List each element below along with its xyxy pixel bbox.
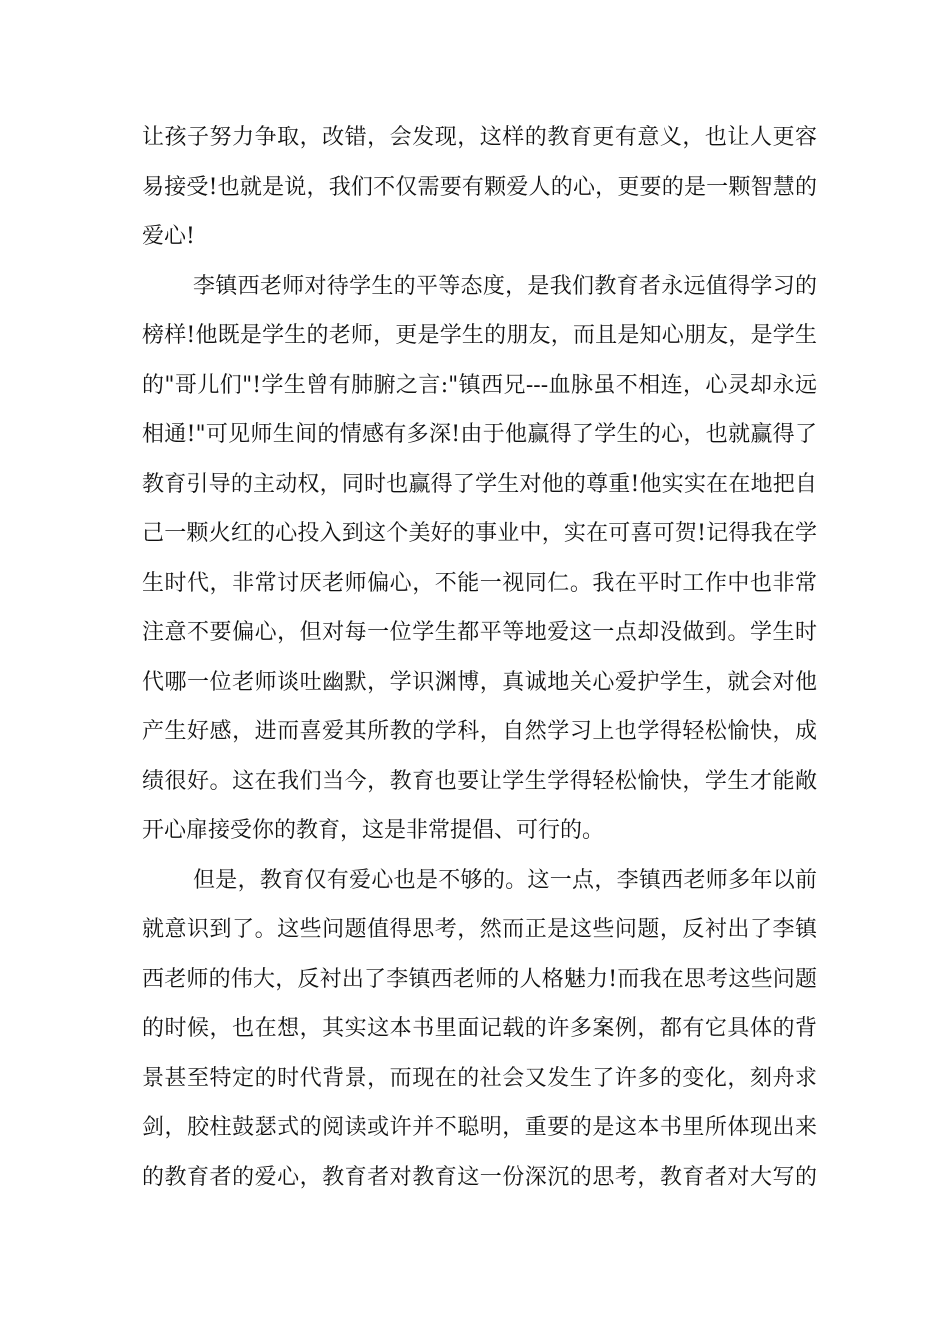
text-line: 教育引导的主动权，同时也赢得了学生对他的尊重!他实实在在地把自 xyxy=(142,471,817,497)
text-line: 榜样!他既是学生的老师，更是学生的朋友，而且是知心朋友，是学生 xyxy=(142,323,817,348)
text-line: 开心扉接受你的教育，这是非常提倡、可行的。 xyxy=(142,818,605,843)
text-line: 的时候，也在想，其实这本书里面记载的许多案例，都有它具体的背 xyxy=(142,1016,817,1041)
paragraph-3 xyxy=(142,856,817,1203)
text-line: 绩很好。这在我们当今，教育也要让学生学得轻松愉快，学生才能敞 xyxy=(142,768,817,794)
text-line: 就意识到了。这些问题值得思考，然而正是这些问题，反衬出了李镇 xyxy=(142,917,817,942)
text-line: 李镇西老师对待学生的平等态度，是我们教育者永远值得学习的 xyxy=(193,273,817,299)
text-line: 爱心! xyxy=(142,224,195,249)
text-line: 的"哥儿们"!学生曾有肺腑之言:"镇西兄---血脉虽不相连，心灵却永远 xyxy=(142,372,817,398)
paragraph-2 xyxy=(142,262,817,856)
text-line: 剑，胶柱鼓瑟式的阅读或许并不聪明，重要的是这本书里所体现出来 xyxy=(142,1115,817,1140)
text-line: 生时代，非常讨厌老师偏心，不能一视同仁。我在平时工作中也非常 xyxy=(142,570,817,596)
text-line: 但是，教育仅有爱心也是不够的。这一点，李镇西老师多年以前 xyxy=(193,867,817,893)
paragraph-1 xyxy=(142,113,817,262)
text-line: 代哪一位老师谈吐幽默，学识渊博，真诚地关心爱护学生，就会对他 xyxy=(142,669,817,695)
body-text xyxy=(142,113,817,1202)
text-line: 己一颗火红的心投入到这个美好的事业中，实在可喜可贺!记得我在学 xyxy=(142,521,817,546)
text-line: 西老师的伟大，反衬出了李镇西老师的人格魅力!而我在思考这些问题 xyxy=(142,966,817,992)
text-line: 让孩子努力争取，改错，会发现，这样的教育更有意义，也让人更容 xyxy=(142,125,817,150)
text-line: 易接受!也就是说，我们不仅需要有颗爱人的心，更要的是一颗智慧的 xyxy=(142,174,817,200)
text-line: 产生好感，进而喜爱其所教的学科，自然学习上也学得轻松愉快，成 xyxy=(142,719,817,744)
text-line: 注意不要偏心，但对每一位学生都平等地爱这一点却没做到。学生时 xyxy=(142,620,817,645)
text-line: 景甚至特定的时代背景，而现在的社会又发生了许多的变化，刻舟求 xyxy=(142,1065,817,1091)
text-line: 的教育者的爱心，教育者对教育这一份深沉的思考，教育者对大写的 xyxy=(142,1164,817,1190)
text-line: 相通!"可见师生间的情感有多深!由于他赢得了学生的心，也就赢得了 xyxy=(142,422,817,447)
